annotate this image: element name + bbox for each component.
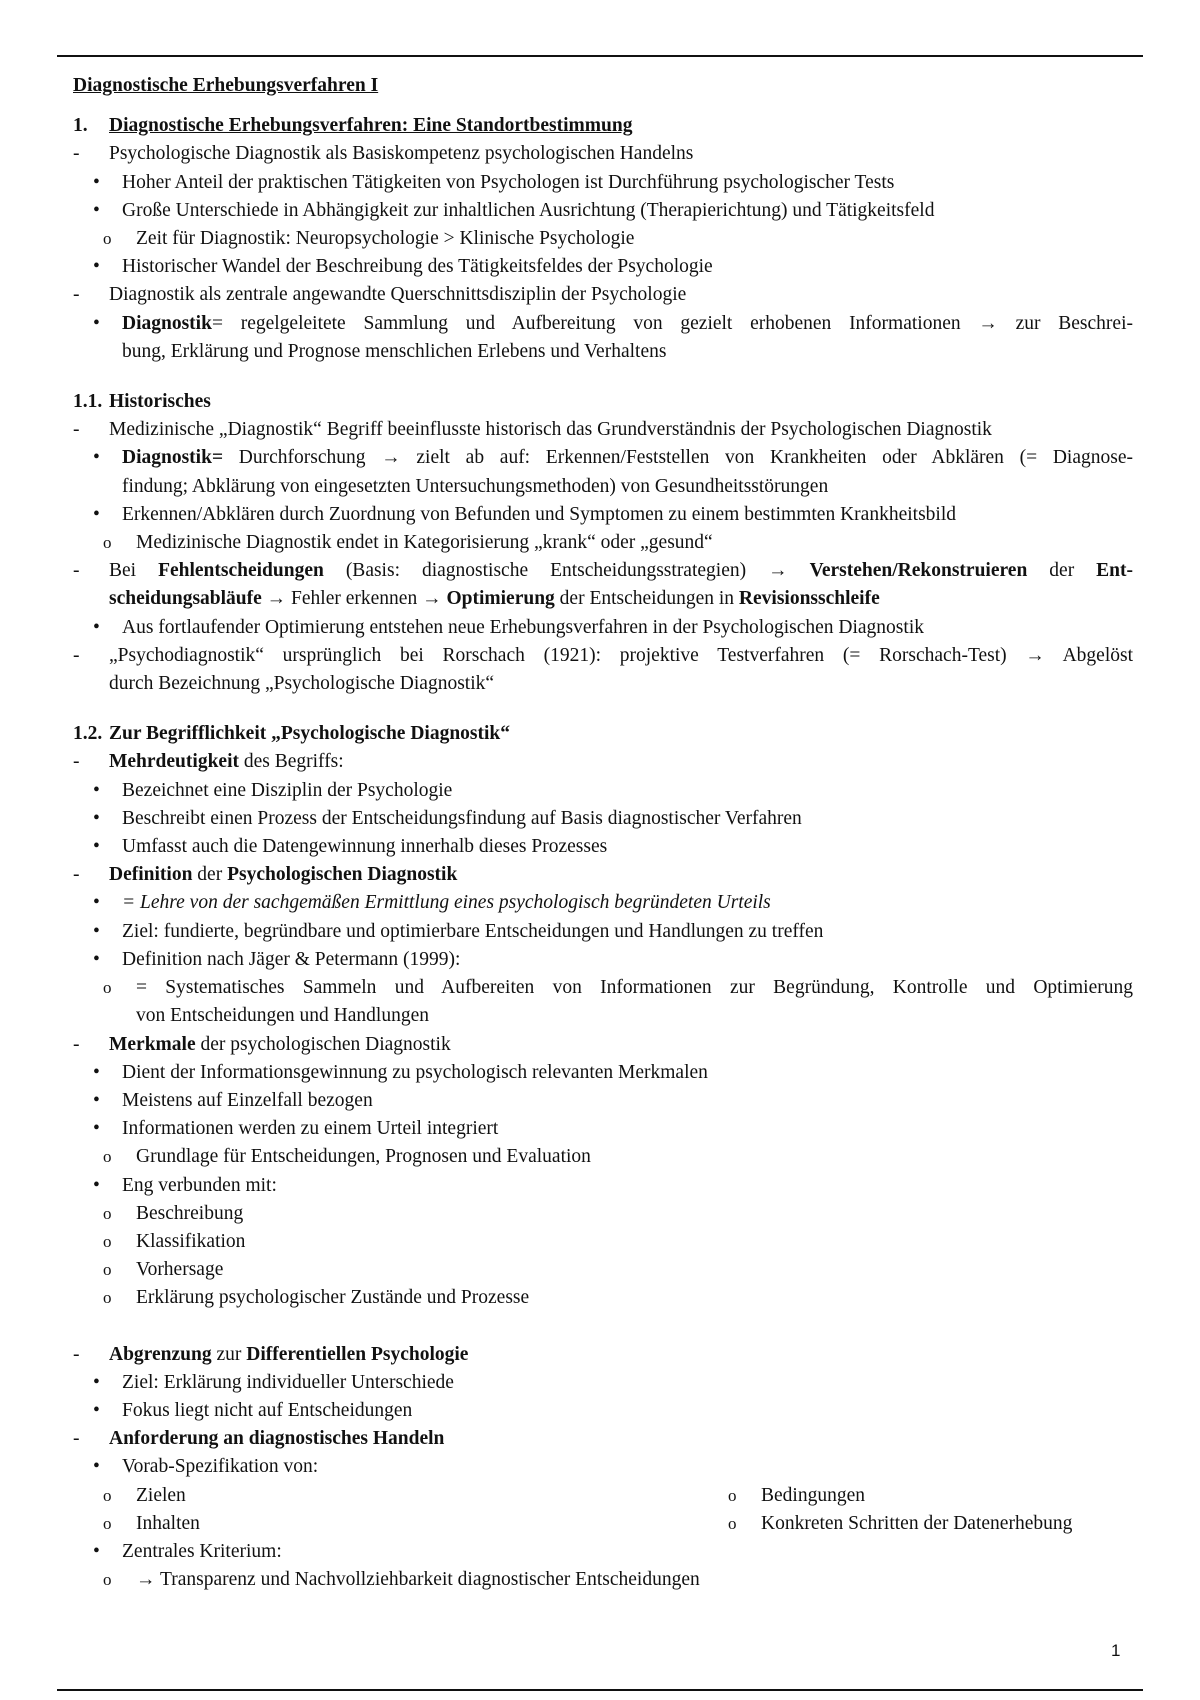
list-item: - „Psychodiagnostik“ ursprünglich bei Rorschach (1921): projektive Testverfahren (= Rorschach-Test) → Abgelöst [73,644,1133,666]
list-item: o Zeit für Diagnostik: Neuropsychologie > Klinische Psychologie [103,228,635,250]
list-item: - Diagnostik als zentrale angewandte Querschnittsdisziplin der Psychologie [73,284,687,306]
list-item: o Klassifikation [103,1230,246,1252]
section-1-2-heading: 1.2. Zur Begrifflichkeit „Psychologische Diagnostik“ [73,723,511,745]
list-item: o Bedingungen [728,1484,865,1506]
list-item: • Meistens auf Einzelfall bezogen [93,1089,373,1111]
list-item-continued: durch Bezeichnung „Psychologische Diagnostik“ [109,673,495,695]
list-item: o Erklärung psychologischer Zustände und Prozesse [103,1287,530,1309]
list-item: o Vorhersage [103,1259,224,1281]
list-item: • Ziel: Erklärung individueller Unterschiede [93,1371,454,1393]
list-item: o Medizinische Diagnostik endet in Kategorisierung „krank“ oder „gesund“ [103,532,713,554]
list-item: • Ziel: fundierte, begründbare und optimierbare Entscheidungen und Handlungen zu treffen [93,920,824,942]
list-item: o = Systematisches Sammeln und Aufbereiten von Informationen zur Begründung, Kontrolle und Optimierung [103,977,1133,999]
section-1-heading: 1. Diagnostische Erhebungsverfahren: Eine Standortbestimmung [73,115,633,137]
page-number: 1 [1111,1641,1121,1660]
list-item: • Bezeichnet eine Disziplin der Psychologie [93,779,453,801]
list-item: - Mehrdeutigkeit des Begriffs: [73,751,344,773]
list-item: • Umfasst auch die Datengewinnung innerhalb dieses Prozesses [93,836,608,858]
list-item: - Definition der Psychologischen Diagnostik [73,864,458,886]
list-item: o Zielen [103,1484,186,1506]
list-item: • Definition nach Jäger & Petermann (1999): [93,948,461,970]
list-item: o → Transparenz und Nachvollziehbarkeit diagnostischer Entscheidungen [103,1569,700,1591]
list-item-continued: bung, Erklärung und Prognose menschlichen Erlebens und Verhaltens [122,340,667,362]
list-item-continued: von Entscheidungen und Handlungen [136,1005,429,1027]
list-item: o Konkreten Schritten der Datenerhebung [728,1512,1073,1534]
list-item: • Informationen werden zu einem Urteil integriert [93,1118,499,1140]
list-item: - Anforderung an diagnostisches Handeln [73,1428,445,1450]
list-item: - Bei Fehlentscheidungen (Basis: diagnostische Entscheidungsstrategien) → Verstehen/Rekonstruieren der Ent- [73,560,1134,582]
list-item: • Erkennen/Abklären durch Zuordnung von Befunden und Symptomen zu einem bestimmten Krankheitsbild [93,503,956,525]
list-item: • Beschreibt einen Prozess der Entscheidungsfindung auf Basis diagnostischer Verfahren [93,807,802,829]
section-1-1-heading: 1.1. Historisches [73,391,211,413]
list-item: - Abgrenzung zur Differentiellen Psychologie [73,1343,469,1365]
document-body [73,72,1133,1594]
list-item: o Grundlage für Entscheidungen, Prognosen und Evaluation [103,1146,591,1168]
list-item: • Große Unterschiede in Abhängigkeit zur inhaltlichen Ausrichtung (Therapierichtung) und Tätigkeitsfeld [93,199,935,221]
list-item: - Merkmale der psychologischen Diagnostik [73,1033,451,1055]
list-item: • Diagnostik= regelgeleitete Sammlung und Aufbereitung von gezielt erhobenen Informationen → zur Beschrei- [93,312,1133,334]
list-item: • = Lehre von der sachgemäßen Ermittlung eines psychologisch begründeten Urteils [93,892,771,914]
list-item-continued: scheidungsabläufe → Fehler erkennen → Optimierung der Entscheidungen in Revisionsschleife [109,588,880,610]
list-item: • Vorab-Spezifikation von: [93,1456,319,1478]
list-item: - Medizinische „Diagnostik“ Begriff beeinflusste historisch das Grundverständnis der Psychologischen Diagnostik [73,419,992,441]
list-item: • Hoher Anteil der praktischen Tätigkeiten von Psychologen ist Durchführung psychologischer Tests [93,171,895,193]
document-title: Diagnostische Erhebungsverfahren I [73,75,379,96]
list-item: • Zentrales Kriterium: [93,1540,282,1562]
list-item: • Fokus liegt nicht auf Entscheidungen [93,1399,413,1421]
list-item: - Psychologische Diagnostik als Basiskompetenz psychologischen Handelns [73,143,694,165]
bottom-rule [57,1689,1143,1691]
list-item: • Diagnostik= Durchforschung → zielt ab auf: Erkennen/Feststellen von Krankheiten oder Abklären (= Diagnose- [93,447,1133,469]
list-item: • Historischer Wandel der Beschreibung des Tätigkeitsfeldes der Psychologie [93,256,713,278]
list-item: • Dient der Informationsgewinnung zu psychologisch relevanten Merkmalen [93,1061,708,1083]
list-item: • Aus fortlaufender Optimierung entstehen neue Erhebungsverfahren in der Psychologischen Diagnostik [93,616,924,638]
list-item-continued: findung; Abklärung von eingesetzten Untersuchungsmethoden) von Gesundheitsstörungen [122,475,829,497]
list-item: o Inhalten [103,1512,200,1534]
top-rule [57,55,1143,57]
two-column-row [73,1482,1133,1510]
two-column-row [73,1510,1133,1538]
list-item: • Eng verbunden mit: [93,1174,277,1196]
list-item: o Beschreibung [103,1202,244,1224]
